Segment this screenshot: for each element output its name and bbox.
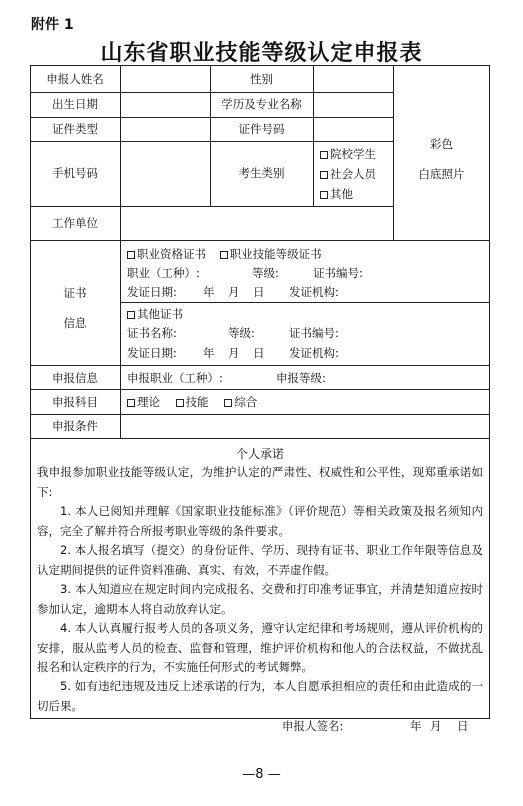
id-number-label: 证件号码 (238, 122, 285, 136)
id-type-field[interactable] (122, 119, 208, 140)
checkbox[interactable] (320, 171, 328, 179)
pledge-item-4: 4. 本人认真履行报考人员的各项义务，遵守认定纪律和考场规则，遵从评价机构的安排，服从监考人员的检查、监督和管理，维护评价机构和他人的合法权益，不做扰乱报名和认定秩序的行为，不实施任何形式的考试舞弊。 (37, 621, 483, 674)
education-field[interactable] (315, 94, 391, 116)
candidate-type-label: 考生类别 (238, 166, 285, 180)
gender-label: 性别 (250, 72, 273, 86)
cert-label: 证书 (63, 286, 87, 300)
cert1-issuer: 发证机构: (289, 285, 339, 299)
pledge-intro: 我申报参加职业技能等级认定，为维护认定的严肃性、权威性和公平性，现郑重承诺如下: (37, 465, 483, 499)
cert2-issue-date: 发证日期: (127, 346, 177, 360)
checkbox[interactable] (224, 399, 232, 407)
name-label: 申报人姓名 (46, 72, 104, 86)
cert2-level: 等级: (228, 326, 255, 340)
checkbox[interactable] (320, 151, 328, 159)
checkbox[interactable] (176, 399, 184, 407)
signature-month: 月 (430, 719, 442, 733)
form-title: 山东省职业技能等级认定申报表 (100, 41, 423, 66)
name-field[interactable] (122, 67, 208, 91)
cert2-month: 月 (228, 346, 240, 360)
cert2-name: 证书名称: (127, 326, 177, 340)
signature-field[interactable] (350, 715, 395, 735)
photo-label-color: 彩色 (430, 137, 453, 151)
id-number-field[interactable] (315, 119, 391, 140)
cert-option-qualification[interactable]: 职业资格证书 (127, 247, 206, 261)
cert-option-other[interactable]: 其他证书 (127, 307, 183, 321)
workplace-field[interactable] (122, 208, 391, 239)
apply-info-label: 申报信息 (52, 371, 98, 385)
signature-day: 日 (457, 719, 469, 733)
apply-level-label: 申报等级: (276, 371, 326, 385)
checkbox[interactable] (127, 251, 135, 259)
cert1-number: 证书编号: (313, 266, 363, 280)
photo-slot[interactable] (395, 67, 488, 238)
page-number: —8 — (242, 767, 281, 782)
cert1-occupation: 职业（工种）: (127, 266, 200, 280)
birth-date-field[interactable] (122, 94, 208, 116)
checkbox[interactable] (127, 399, 135, 407)
checkbox[interactable] (127, 311, 135, 319)
apply-condition-field[interactable] (122, 416, 488, 437)
cert-info-label: 信息 (63, 316, 87, 330)
subject-option-theory[interactable]: 理论 (127, 395, 160, 409)
subject-option-skill[interactable]: 技能 (176, 395, 209, 409)
checkbox[interactable] (220, 251, 228, 259)
education-label: 学历及专业名称 (221, 97, 302, 111)
gender-field[interactable] (315, 67, 391, 91)
cert2-issuer: 发证机构: (289, 346, 339, 360)
pledge-item-1: 1. 本人已阅知并理解《国家职业技能标准》（评价规范）等相关政策及报名须知内容，完全了解并符合所报考职业等级的条件要求。 (37, 504, 483, 538)
photo-label-white: 白底照片 (418, 167, 465, 181)
signature-year: 年 (410, 719, 422, 733)
candidate-option-social[interactable]: 社会人员 (320, 167, 376, 181)
pledge-item-2: 2. 本人报名填写（提交）的身份证件、学历、现持有证书、职业工作年限等信息及认定期间提供的证件资料准确、真实、有效，不弄虚作假。 (37, 543, 483, 577)
cert1-month: 月 (228, 285, 240, 299)
cert1-year: 年 (203, 285, 215, 299)
pledge-item-5: 5. 如有违纪违规及违反上述承诺的行为，本人自愿承担相应的责任和由此造成的一切后果。 (37, 679, 483, 713)
candidate-option-other[interactable]: 其他 (320, 187, 353, 201)
cert1-issue-date: 发证日期: (127, 285, 177, 299)
cert2-day: 日 (253, 346, 265, 360)
apply-condition-label: 申报条件 (52, 419, 98, 433)
checkbox[interactable] (320, 191, 328, 199)
pledge-title: 个人承诺 (235, 447, 284, 461)
cert-option-skill-level[interactable]: 职业技能等级证书 (220, 247, 322, 261)
phone-field[interactable] (122, 143, 208, 205)
attachment-label: 附件 1 (31, 17, 74, 33)
cert1-level: 等级: (252, 266, 279, 280)
apply-occupation-label: 申报职业（工种）: (127, 371, 223, 385)
cert2-year: 年 (203, 346, 215, 360)
id-type-label: 证件类型 (52, 122, 98, 136)
workplace-label: 工作单位 (52, 216, 98, 230)
phone-label: 手机号码 (52, 166, 98, 180)
candidate-option-student[interactable]: 院校学生 (320, 147, 376, 161)
cert2-number: 证书编号: (289, 326, 339, 340)
apply-subject-label: 申报科目 (52, 395, 98, 409)
subject-option-combined[interactable]: 综合 (224, 395, 257, 409)
cert1-day: 日 (253, 285, 265, 299)
pledge-item-3: 3. 本人知道应在规定时间内完成报名、交费和打印准考证事宜，并清楚知道应按时参加认定，逾期本人将自动放弃认定。 (37, 582, 483, 616)
signature-label: 申报人签名: (282, 719, 344, 733)
birth-date-label: 出生日期 (52, 97, 98, 111)
